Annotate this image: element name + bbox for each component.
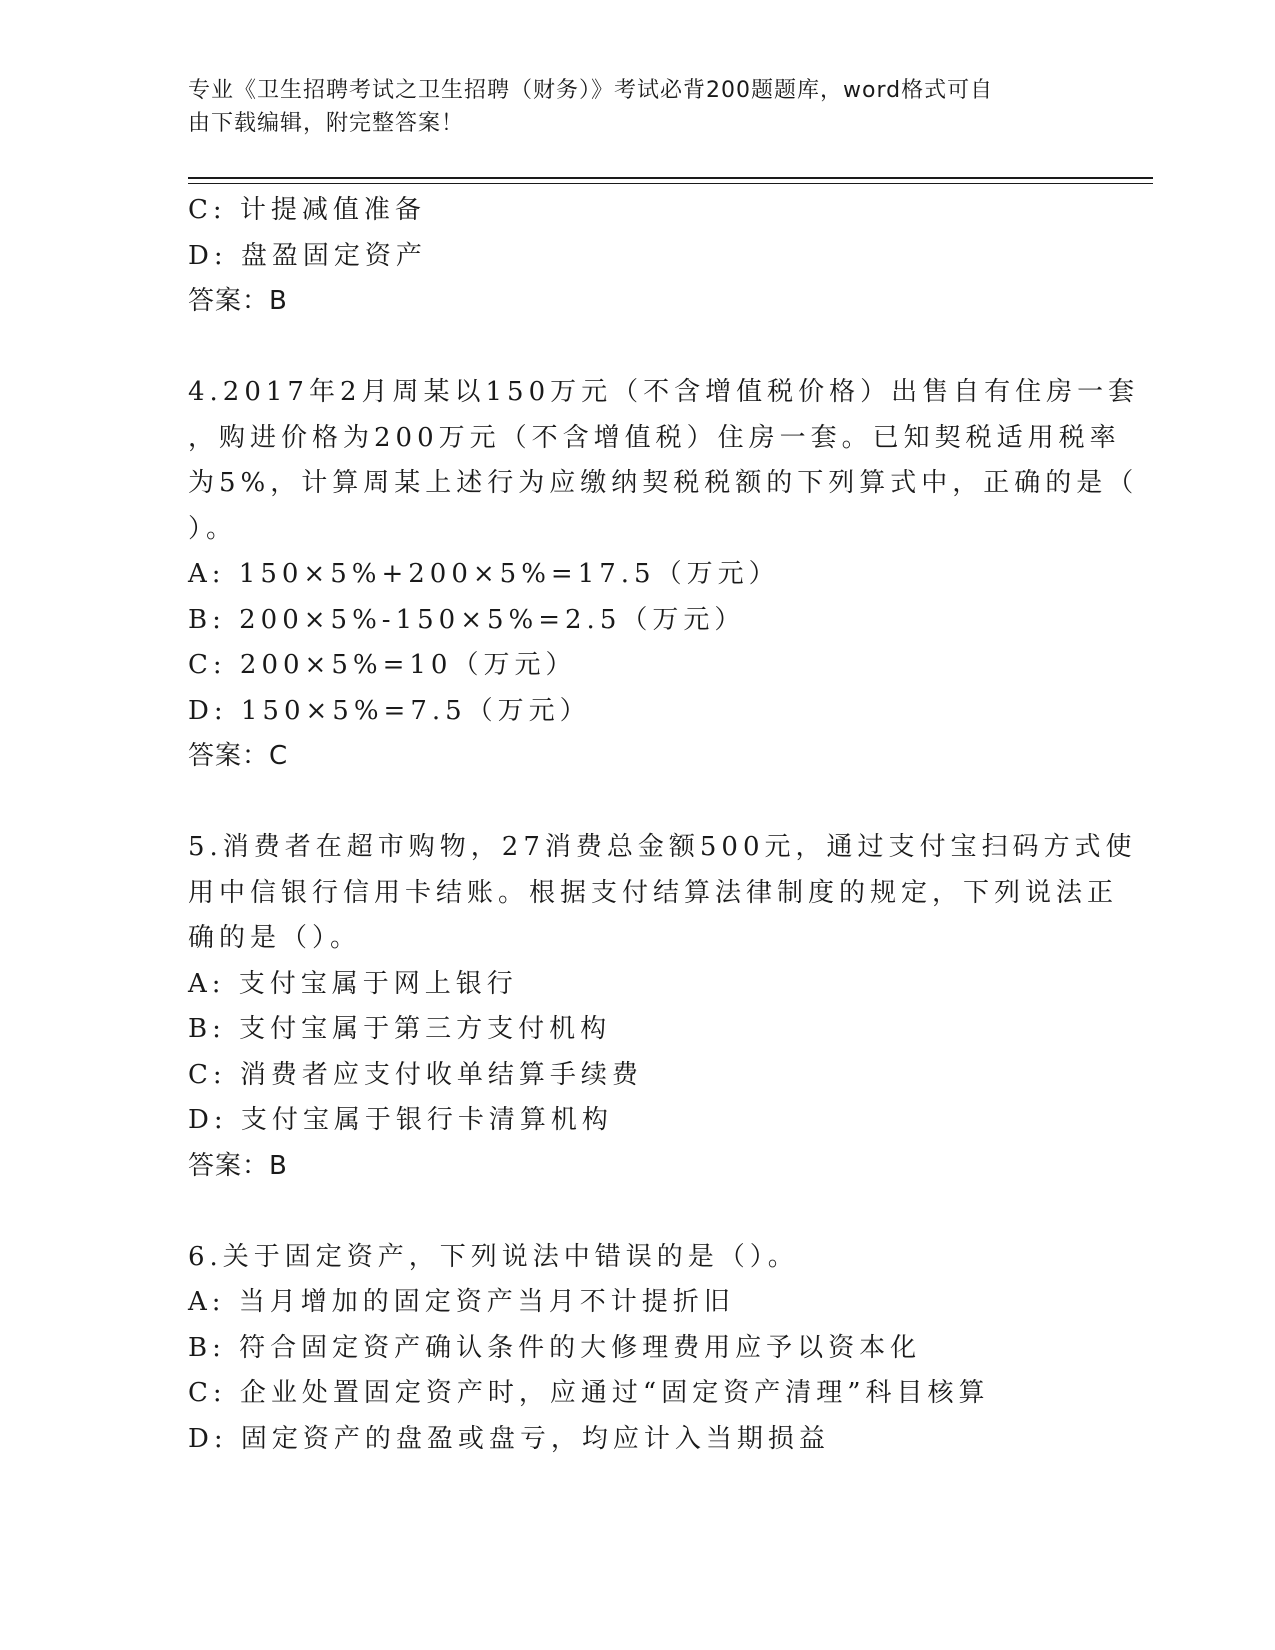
option-d: D: 150×5%=7.5（万元） [188, 695, 591, 726]
question-stem-line: 4.2017年2月周某以150万元（不含增值税价格）出售自有住房一套 [188, 377, 1140, 407]
question-stem-line: 6.关于固定资产，下列说法中错误的是（）。 [188, 1241, 799, 1272]
question-6 [188, 1235, 1068, 1463]
answer-line: 答案：C [188, 741, 289, 771]
question-4 [188, 370, 1140, 780]
question-stem-line: 5.消费者在超市购物，27消费总金额500元，通过支付宝扫码方式使 [188, 832, 1137, 862]
option-c: C: 计提减值准备 [188, 195, 426, 225]
option-a: A: 支付宝属于网上银行 [188, 968, 518, 999]
spacer [188, 780, 1068, 826]
answer-line: 答案：B [188, 1150, 288, 1181]
option-d: D: 支付宝属于银行卡清算机构 [188, 1105, 613, 1135]
option-a: A: 150×5%+200×5%=17.5（万元） [188, 559, 780, 589]
option-d: D: 固定资产的盘盈或盘亏，均应计入当期损益 [188, 1423, 830, 1454]
header-rule-thick [188, 177, 1153, 179]
option-b: B: 支付宝属于第三方支付机构 [188, 1014, 612, 1044]
option-c: C: 企业处置固定资产时，应通过“固定资产清理”科目核算 [188, 1378, 990, 1408]
header-line-1: 专业《卫生招聘考试之卫生招聘（财务）》考试必背200题题库，word格式可自 [188, 78, 994, 103]
spacer [188, 1189, 1068, 1235]
option-a: A: 当月增加的固定资产当月不计提折旧 [188, 1287, 735, 1317]
question-list [188, 188, 1140, 1462]
answer-line: 答案：B [188, 286, 288, 316]
option-c: C: 200×5%=10（万元） [188, 650, 577, 680]
question-stem-line: ，购进价格为200万元（不含增值税）住房一套。已知契税适用税率 [188, 422, 1121, 453]
question-stem-line: 确的是（）。 [188, 923, 362, 953]
option-c: C: 消费者应支付收单结算手续费 [188, 1059, 643, 1090]
question-stem-line: 为5%，计算周某上述行为应缴纳契税税额的下列算式中，正确的是（ [188, 468, 1139, 498]
header-line-2: 由下载编辑，附完整答案！ [188, 111, 465, 136]
option-b: B: 200×5%-150×5%=2.5（万元） [188, 604, 746, 635]
question-3-tail [188, 188, 1068, 325]
option-b: B: 符合固定资产确认条件的大修理费用应予以资本化 [188, 1332, 922, 1363]
question-stem-line: ）。 [188, 513, 238, 544]
question-stem-line: 用中信银行信用卡结账。根据支付结算法律制度的规定，下列说法正 [188, 877, 1119, 908]
question-5 [188, 825, 1137, 1189]
option-d: D: 盘盈固定资产 [188, 240, 427, 271]
document-header [188, 74, 1068, 140]
header-rule-thin [188, 183, 1153, 184]
spacer [188, 325, 1068, 371]
